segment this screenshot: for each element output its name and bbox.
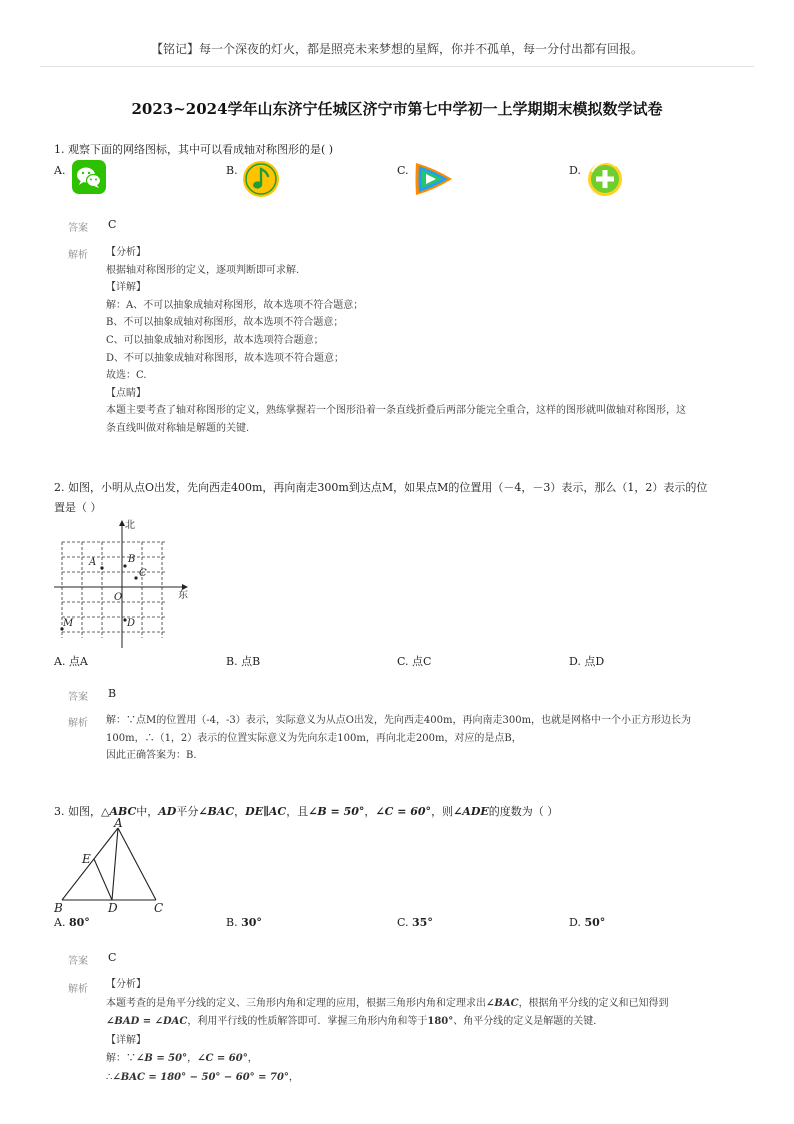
q1-analysis-label: 解析 (68, 250, 88, 261)
q3-option-a-value: 80° (68, 916, 90, 929)
q3-option-d (569, 916, 605, 929)
q2-answer-label: 答案 (68, 692, 88, 703)
q2-option-c: C. 点C (397, 655, 432, 668)
q3-analysis-math: 180° (427, 1016, 454, 1027)
q1-answer-label: 答案 (68, 223, 88, 234)
q3-analysis-line: 【详解】 (106, 1034, 146, 1046)
point-b-label: B (128, 554, 136, 565)
q2-analysis-line: 因此正确答案为：B. (106, 750, 197, 762)
q3-option-c-letter: C. (397, 916, 409, 929)
q1-analysis-line: B、不可以抽象成轴对称图形，故本选项不符合题意； (106, 317, 344, 329)
q3-stem-text: 3. 如图， (54, 805, 101, 818)
q1-analysis-line: 条直线叫做对称轴是解题的关键. (106, 422, 250, 434)
q3-stem-text: ， (234, 805, 246, 818)
qq-music-icon (242, 160, 280, 198)
q1-analysis-line: D、不可以抽象成轴对称图形，故本选项不符合题意； (106, 352, 345, 364)
q3-analysis-text: ，根据角平分线的定义和已知得到 (518, 997, 669, 1009)
q3-stem-text: ，则 (431, 805, 454, 818)
q3-stem-text: 平分 (176, 805, 199, 818)
q3-analysis-line: 【分析】 (106, 979, 146, 990)
motto-banner: 【铭记】每一个深夜的灯火，都是照亮未来梦想的星辉，你并不孤单，每一分付出都有回报。 (150, 42, 643, 56)
tencent-video-icon (412, 160, 454, 198)
q3-stem-math: ∠ADE (453, 805, 489, 818)
q3-stem-math: DE∥AC (245, 805, 287, 818)
q1-analysis-line: 【分析】 (106, 247, 146, 258)
point-o-label: O (114, 592, 123, 603)
q3-option-c-value: 35° (412, 916, 433, 929)
q3-analysis-text: 、角平分线的定义是解题的关键． (453, 1016, 604, 1027)
q3-stem-text: 中， (136, 805, 159, 818)
qihoo-360-icon (586, 160, 624, 198)
q1-analysis-line: 根据轴对称图形的定义，逐项判断即可求解. (106, 264, 300, 276)
q2-analysis (106, 712, 691, 765)
q3-stem-math: ∠C = 60° (375, 805, 432, 818)
q3-stem-math: △ABC (101, 805, 137, 818)
q3-stem-text: ， (364, 805, 376, 818)
point-a-label: A (89, 557, 97, 568)
q1-option-b-letter: B. (226, 164, 238, 177)
q3-stem-math: ∠BAC (198, 805, 235, 818)
point-m-label: M (63, 618, 74, 629)
q3-option-a-letter: A. (54, 916, 66, 929)
q3-option-c (397, 916, 433, 929)
q3-analysis-math: ∠BAC (486, 997, 519, 1009)
q3-analysis-text: ∴ (106, 1071, 113, 1083)
page-title: 2023~2024学年山东济宁任城区济宁市第七中学初一上学期期末模拟数学试卷 (131, 100, 663, 118)
q1-option-c-letter: C. (397, 164, 409, 177)
vertex-d-label: D (108, 901, 118, 915)
q2-option-a: A. 点A (54, 655, 88, 668)
q3-analysis-text: ， (187, 1053, 198, 1064)
q3-analysis-line (106, 1050, 669, 1069)
q3-analysis-text: 解：∵ (106, 1053, 136, 1064)
q1-analysis-line: 【点睛】 (106, 387, 146, 399)
q3-option-b-value: 30° (241, 916, 262, 929)
north-label: 北 (125, 520, 135, 531)
q3-analysis-math: ∠BAC = 180° − 50° − 60° = 70° (112, 1071, 289, 1083)
q3-stem-text: ，且 (286, 805, 309, 818)
point-c-label: C (139, 568, 147, 579)
q3-analysis-text: ，利用平行线的性质解答即可．掌握三角形内角和等于 (187, 1016, 428, 1027)
header-divider (40, 66, 754, 67)
q1-analysis-line: 解：A、不可以抽象成轴对称图形，故本选项不符合题意； (106, 299, 364, 311)
vertex-c-label: C (154, 901, 164, 915)
vertex-b-label: B (54, 901, 63, 915)
q3-analysis-text: 本题考查的是角平分线的定义、三角形内角和定理的应用，根据三角形内角和定理求出 (106, 997, 486, 1009)
q1-analysis-line: 本题主要考查了轴对称图形的定义，熟练掌握若一个图形沿着一条直线折叠后两部分能完全重合，这样的图形就叫做轴对称图形，这 (106, 405, 686, 417)
q3-triangle-figure (52, 818, 172, 916)
q2-grid-figure (54, 516, 194, 652)
q1-analysis-line: 【详解】 (106, 282, 146, 294)
q2-analysis-line: 100m，∴（1，2）表示的位置实际意义为先向东走100m，再向北走200m，对应的是点B， (106, 732, 522, 744)
q1-option-a-letter: A. (54, 164, 66, 177)
q3-option-d-value: 50° (584, 916, 606, 929)
q3-analysis-text: ， (288, 1071, 299, 1083)
q2-answer-value: B (108, 687, 117, 700)
q3-analysis-line (106, 1069, 669, 1088)
q3-analysis-line (106, 1013, 669, 1032)
q1-stem: 1. 观察下面的网络图标，其中可以看成轴对称图形的是( ) (54, 143, 334, 156)
q3-analysis-line (106, 995, 669, 1014)
q3-stem-text: 的度数为（ ） (488, 805, 559, 818)
east-label: 东 (178, 590, 188, 601)
q3-option-a (54, 916, 90, 929)
q2-option-d: D. 点D (569, 655, 605, 668)
q1-analysis (106, 244, 686, 438)
q2-analysis-label: 解析 (68, 718, 88, 729)
q1-analysis-line: 故选：C. (106, 370, 147, 382)
point-d-label: D (127, 618, 136, 629)
q1-answer-value: C (108, 218, 117, 231)
q3-answer-value: C (108, 951, 117, 964)
q3-option-b (226, 916, 262, 929)
q3-analysis-math: ∠C = 60° (197, 1053, 248, 1064)
q2-option-b: B. 点B (226, 655, 261, 668)
q3-option-d-letter: D. (569, 916, 581, 929)
q3-option-b-letter: B. (226, 916, 238, 929)
q3-stem-math: AD (158, 805, 177, 818)
vertex-a-label: A (114, 818, 123, 830)
q2-stem-line-2: 置是（ ） (54, 501, 102, 514)
q3-analysis-math: ∠BAD = ∠DAC (106, 1016, 188, 1027)
q3-analysis-text: ， (247, 1053, 258, 1064)
q3-analysis (106, 976, 669, 1087)
q3-stem-math: ∠B = 50° (308, 805, 365, 818)
q1-option-d-letter: D. (569, 164, 581, 177)
q2-stem-line-1: 2. 如图，小明从点O出发，先向西走400m，再向南走300m到达点M，如果点M的位置用（－4，－3）表示，那么（1，2）表示的位 (54, 481, 708, 494)
wechat-icon (72, 160, 106, 194)
q3-analysis-math: ∠B = 50° (136, 1053, 188, 1064)
q1-analysis-line: C、可以抽象成轴对称图形，故本选项符合题意； (106, 334, 324, 346)
q3-answer-label: 答案 (68, 956, 88, 967)
vertex-e-label: E (82, 852, 91, 866)
q2-analysis-line: 解：∵点M的位置用（-4，-3）表示，实际意义为从点O出发，先向西走400m，再向南走300m，也就是网格中一个小正方形边长为 (106, 715, 692, 726)
q3-analysis-label: 解析 (68, 984, 88, 995)
